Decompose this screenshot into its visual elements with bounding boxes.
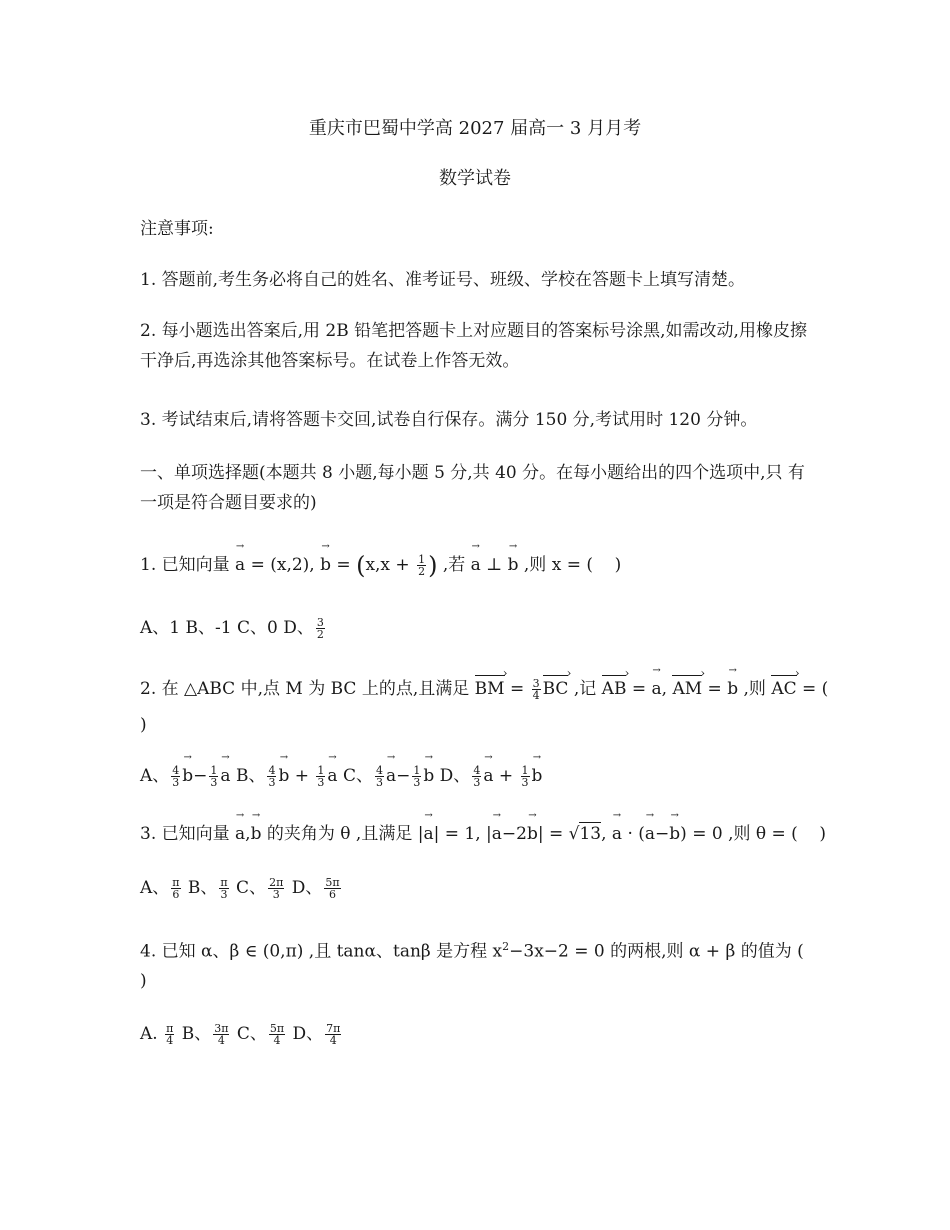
question-1-options: A、1 B、-1 C、0 D、 $\frac{3}{2}$ [140, 616, 324, 641]
notice-heading: 注意事项: [140, 219, 214, 239]
notice-item-1: 1. 答题前,考生务必将自己的姓名、准考证号、班级、学校在答题卡上填写清楚。 [140, 270, 746, 290]
exam-title: 重庆市巴蜀中学高 2027 届高一 3 月月考 [308, 118, 642, 139]
question-2-stem-cont: ) [140, 715, 147, 735]
q1-option-b-value: -1 [215, 618, 232, 638]
question-2-stem: 2. 在 △ABC 中,点 M 为 BC 上的点,且满足 BM › = $\frac{3}{4}$ BC › ,记 AB › = → a, AM › = → b ,则 AC › = ( [140, 675, 820, 701]
q1-option-c-value: 0 [267, 618, 278, 638]
question-4-stem: 4. 已知 α、β ∈ (0,π) ,且 tanα、tanβ 是方程 $x^2-3x-2 = 0$ 的两根,则 α + β 的值为 ( [140, 940, 804, 962]
q1-option-a-value: 1 [169, 618, 181, 638]
question-2-options: A、 $\frac{4}{3}$ → b− $\frac{1}{3}$ → a B、 $\frac{4}{3}$ → b + $\frac{1}{3}$ → a C、 $\frac{4}{3}$ → a− $\frac{1}{3}$ → b D、 $\frac{4}{3}$ → a + $\frac{1}{3}$ → b [140, 764, 820, 788]
notice-item-3: 3. 考试结束后,请将答题卡交回,试卷自行保存。满分 150 分,考试用时 120 分钟。 [140, 410, 758, 430]
question-3-options: A、 $\frac{\pi}{6}$ B、 $\frac{\pi}{3}$ C、 $\frac{2\pi}{3}$ D、 $\frac{5\pi}{6}$ [140, 876, 340, 901]
question-4-stem-cont: ) [140, 971, 147, 991]
question-1-stem: 1. 已知向量 → a = (x,2), → b = (x,x + $\frac{1}{2}$ ) ,若 → a ⊥ → b ,则 x = ( ) [140, 553, 820, 578]
question-4-options: A. $\frac{\pi}{4}$ B、 $\frac{3\pi}{4}$ C、 $\frac{5\pi}{4}$ D、 $\frac{7\pi}{4}$ [140, 1022, 341, 1047]
question-3-stem: 3. 已知向量 → a,→ b 的夹角为 θ ,且满足 |→ a| = 1, |→ a−2→ b| = √13, → a · (→ a−→ b) = 0 ,则 θ = ( ) [140, 822, 820, 846]
exam-subtitle: 数学试卷 [439, 168, 511, 189]
section-heading: 一、单项选择题(本题共 8 小题,每小题 5 分,共 40 分。在每小题给出的四个选项中,只 有一项是符合题目要求的) [140, 463, 805, 513]
notice-item-2: 2. 每小题选出答案后,用 2B 铅笔把答题卡上对应题目的答案标号涂黑,如需改动,用橡皮擦干净后,再选涂其他答案标号。在试卷上作答无效。 [140, 321, 807, 371]
